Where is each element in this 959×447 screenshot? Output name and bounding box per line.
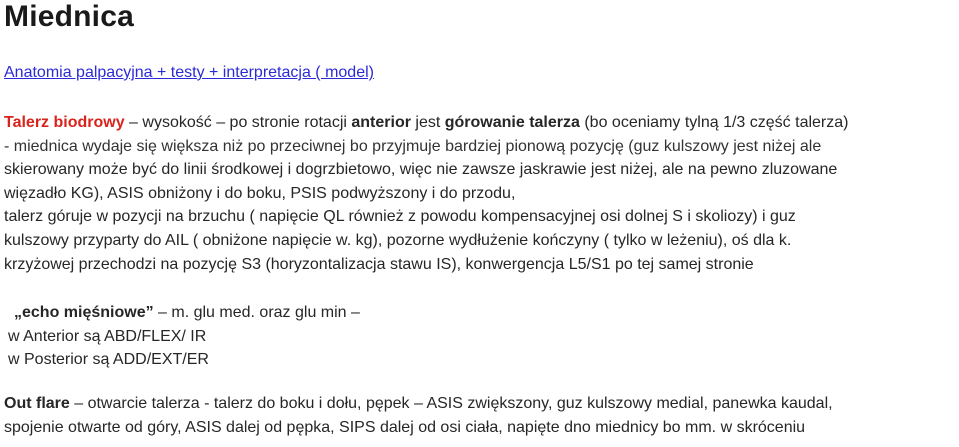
slide-body [4,111,959,439]
outflare-line-1 [4,392,959,416]
echo-line-3: w Posterior są ADD/EXT/ER [8,351,209,369]
talerz-line-3: skierowany może być do linii środkowej i dogrzbietowo, więc nie zawsze jaskrawie jest niżej, ale na pewno zluzowane [4,161,838,179]
echo-text: – m. glu med. oraz glu min – [153,304,360,322]
talerz-line-4: więzadło KG), ASIS obniżony i do boku, PSIS podwyższony i do przodu, [4,184,516,202]
talerz-line-7: krzyżowej przechodzi na pozycję S3 (horyzontalizacja stawu IS), konwergencja L5/S1 po tej samej stronie [4,255,754,273]
anterior-term: anterior [351,114,411,131]
outflare-label: Out flare [4,394,70,412]
talerz-line-6: kulszowy przyparty do AIL ( obniżone napięcie w. kg), pozorne wydłużenie kończyny ( tylko w leżeniu), oś dla k. [4,231,792,249]
talerz-line-5: talerz góruje w pozycji na brzuchu ( napięcie QL również z powodu kompensacyjnej osi dolnej S i skoliozy) i guz [4,208,796,226]
echo-line-2: w Anterior są ABD/FLEX/ IR [8,327,207,345]
talerz-text-e: (bo oceniamy tylną 1/3 część talerza) [579,114,849,131]
outflare-text: – otwarcie talerza - talerz do boku i dołu, pępek – ASIS zwiększony, guz kulszowy medial, panewka kaudal, [69,394,833,412]
outflare-line-2: spojenie otwarte od góry, ASIS dalej od pępka, SIPS dalej od osi ciała, napięte dno miednicy bo mm. w skróceniu [4,418,806,436]
open-quote: „ [14,304,22,322]
spacer [4,372,959,392]
talerz-text-c: jest [410,114,445,131]
page-title: Miednica [4,0,134,33]
gorowanie-term: górowanie talerza [444,114,580,131]
talerz-text-a: – wysokość – po stronie rotacji [124,114,352,131]
talerz-line-1 [4,111,959,135]
spacer [4,276,959,301]
echo-line-1 [4,301,959,325]
talerz-line-2: - miednica wydaje się większa niż po przeciwnej bo przyjmuje bardziej pionową pozycję (guz kulszowy jest niżej ale [4,137,822,155]
echo-label: echo mięśniowe [22,304,146,322]
close-quote: ” [145,304,154,322]
talerz-label: Talerz biodrowy [4,114,125,131]
subtitle: Anatomia palpacyjna + testy + interpretacja ( model) [4,64,374,81]
